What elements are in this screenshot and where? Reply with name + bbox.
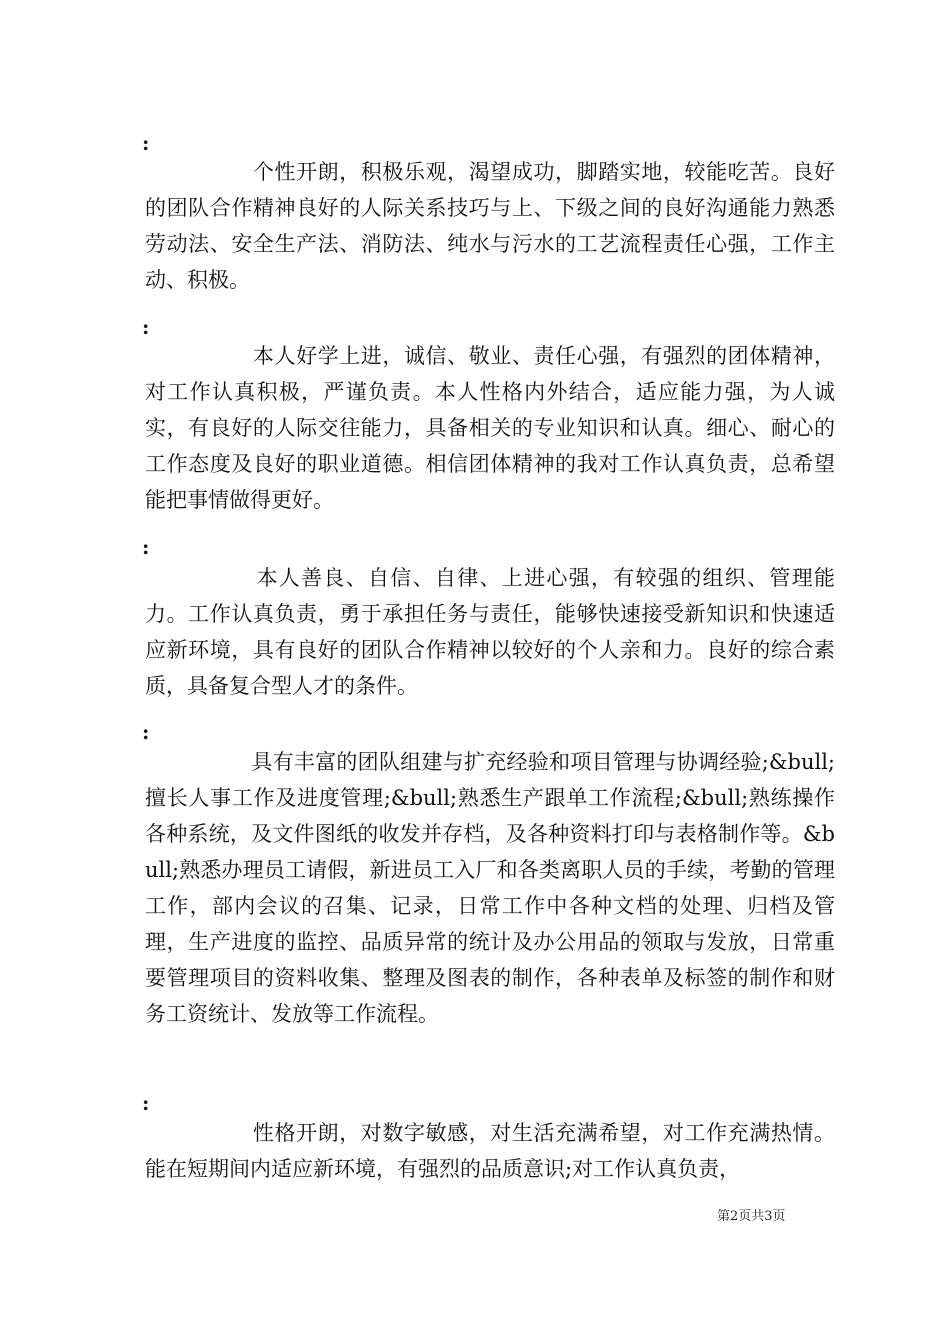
paragraph-4: 具有丰富的团队组建与扩充经验和项目管理与协调经验;&bull;擅长人事工作及进度管理;&bull;熟悉生产跟单工作流程;&bull;熟练操作各种系统，及文件图纸的收发并存档，及各种资料打印与表格制作等。&bull;熟悉办理员工请假，新进员工入厂和各类离职人员的手续，考勤的管理工作，部内会议的召集、记录，日常工作中各种文档的处理、归档及管理，生产进度的监控、品质异常的统计及办公用品的领取与发放，日常重要管理项目的资料收集、整理及图表的制作，各种表单及标签的制作和财务工资统计、发放等工作流程。	[145, 750, 835, 1026]
section-marker-2: :	[142, 315, 150, 339]
paragraph-1: 个性开朗，积极乐观，渴望成功，脚踏实地，较能吃苦。良好的团队合作精神良好的人际关系技巧与上、下级之间的良好沟通能力熟悉劳动法、安全生产法、消防法、纯水与污水的工艺流程责任心强，工作主动、积极。	[145, 160, 835, 292]
page-number-footer: 第2页共3页	[717, 1209, 786, 1224]
section-marker-4: :	[142, 720, 150, 744]
paragraph-5: 性格开朗，对数字敏感，对生活充满希望，对工作充满热情。能在短期间内适应新环境，有强烈的品质意识;对工作认真负责，	[145, 1121, 835, 1181]
section-marker-1: :	[142, 131, 150, 155]
section-marker-5: :	[142, 1091, 150, 1115]
section-marker-3: :	[142, 535, 150, 559]
paragraph-3: 本人善良、自信、自律、上进心强，有较强的组织、管理能力。工作认真负责，勇于承担任务与责任，能够快速接受新知识和快速适应新环境，具有良好的团队合作精神以较好的个人亲和力。良好的综合素质，具备复合型人才的条件。	[145, 566, 835, 698]
paragraph-2: 本人好学上进，诚信、敬业、责任心强，有强烈的团体精神，对工作认真积极，严谨负责。本人性格内外结合，适应能力强，为人诚实，有良好的人际交往能力，具备相关的专业知识和认真。细心、耐心的工作态度及良好的职业道德。相信团体精神的我对工作认真负责，总希望能把事情做得更好。	[145, 344, 835, 512]
